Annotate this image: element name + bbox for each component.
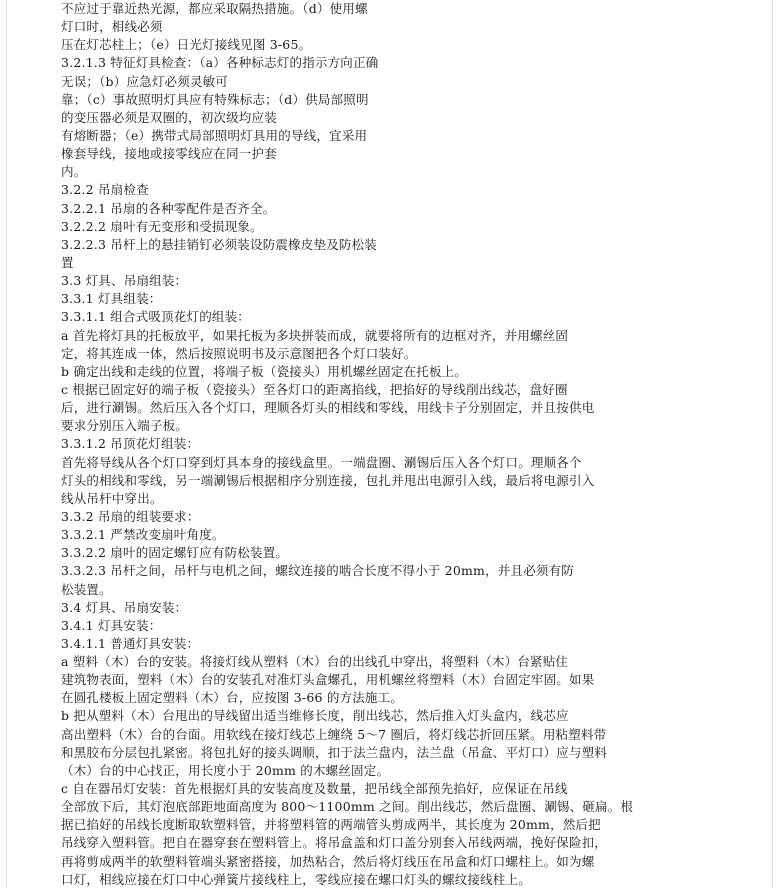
text-line: 再将剪成两半的软塑料管端头紧密搭接，加热粘合，然后将灯线压在吊盒和灯口螺柱上。如为螺	[61, 853, 595, 869]
text-line: b 把从塑料（木）台甩出的导线留出适当维修长度，削出线芯，然后推入灯头盒内，线芯应	[61, 708, 569, 724]
text-line: 置	[61, 254, 74, 270]
text-line: 3.3 灯具、吊扇组装：	[61, 273, 188, 289]
text-line: 首先将导线从各个灯口穿到灯具本身的接线盒里。一端盘圈、涮锡后压入各个灯口。理顺各个	[61, 454, 582, 470]
text-line: b 确定出线和走线的位置，将端子板（瓷接头）用机螺丝固定在托板上。	[61, 363, 468, 379]
text-line: 建筑物表面，塑料（木）台的安装孔对准灯头盒螺孔，用机螺丝将塑料（木）台固定牢固。如果	[61, 672, 595, 688]
text-line: 松装置。	[61, 581, 112, 597]
document-body	[61, 0, 780, 889]
text-line: 和黑胶布分层包扎紧密。将包扎好的接头调顺，扣于法兰盘内，法兰盘（吊盒、平灯口）应与塑料	[61, 744, 608, 760]
text-line: 3.3.2.1 严禁改变扇叶角度。	[61, 527, 225, 543]
text-line: 3.2.2.2 扇叶有无变形和受损现象。	[61, 218, 263, 234]
text-line: 吊线穿入塑料管。把自在器穿套在塑料管上。将吊盒盖和灯口盖分别套入吊线两端，挽好保险扣，	[61, 835, 608, 851]
text-line: 后，进行涮锡。然后压入各个灯口，理顺各灯头的相线和零线，用线卡子分别固定，并且按供电	[61, 400, 595, 416]
text-line: 无误；（b）应急灯必须灵敏可	[61, 73, 229, 89]
text-line: 3.3.2 吊扇的组装要求：	[61, 508, 200, 524]
text-line: 定，将其连成一体，然后按照说明书及示意图把各个灯口装好。	[61, 345, 417, 361]
text-line: 要求分别压入端子板。	[61, 418, 189, 434]
text-line: （木）台的中心找正，用长度小于 20mm 的木螺丝固定。	[61, 762, 390, 778]
text-line: a 首先将灯具的托板放平，如果托板为多块拼装而成，就要将所有的边框对齐，并用螺丝固	[61, 327, 569, 343]
text-line: 高出塑料（木）台的台面。用软线在接灯线芯上缠绕 5～7 圈后，将灯线芯折回压紧。用粘塑料带	[61, 726, 607, 742]
text-line: 灯口时，相线必须	[61, 19, 163, 35]
text-line: 3.3.1.1 组合式吸顶花灯的组装：	[61, 309, 251, 325]
text-line: 3.4 灯具、吊扇安装：	[61, 599, 188, 615]
text-line: 压在灯芯柱上；（e）日光灯接线见图 3-65。	[61, 37, 312, 53]
text-line: 3.4.1.1 普通灯具安装：	[61, 635, 200, 651]
text-line: 3.3.2.2 扇叶的固定螺钉应有防松装置。	[61, 545, 289, 561]
page-left-border	[6, 0, 7, 888]
text-line: 3.2.2.3 吊杆上的悬挂销钉必须装设防震橡皮垫及防松装	[61, 236, 378, 252]
text-line: 有熔断器；（e）携带式局部照明灯具用的导线，宜采用	[61, 127, 368, 143]
text-line: 3.3.1 灯具组装：	[61, 291, 162, 307]
text-line: 内。	[61, 164, 87, 180]
text-line: 3.2.2.1 吊扇的各种零配件是否齐全。	[61, 200, 276, 216]
text-line: 3.2.2 吊扇检查	[61, 182, 149, 198]
text-line: 灯头的相线和零线，另一端涮锡后根据相序分别连接，包扎并甩出电源引入线，最后将电源引入	[61, 472, 595, 488]
text-line: 在圆孔楼板上固定塑料（木）台，应按图 3-66 的方法施工。	[61, 690, 404, 706]
text-line: 橡套导线，接地或接零线应在同一护套	[61, 146, 277, 162]
text-line: c 自在器吊灯安装：首先根据灯具的安装高度及数量，把吊线全部预先掐好，应保证在吊线	[61, 781, 568, 797]
text-line: 的变压器必须是双圈的，初次级均应装	[61, 109, 277, 125]
text-line: 3.3.2.3 吊杆之间，吊杆与电机之间，螺纹连接的啮合长度不得小于 20mm，并且必须有防	[61, 563, 574, 579]
text-line: 据已掐好的吊线长度断取软塑料管，并将塑料管的两端管头剪成两半，其长度为 20mm，然后把	[61, 817, 601, 833]
text-line: 线从吊杆中穿出。	[61, 490, 163, 506]
text-line: 3.3.1.2 吊顶花灯组装：	[61, 436, 200, 452]
text-line: a 塑料（木）台的安装。将接灯线从塑料（木）台的出线孔中穿出，将塑料（木）台紧贴住	[61, 654, 569, 670]
text-line: 3.4.1 灯具安装：	[61, 617, 162, 633]
text-line: c 根据已固定好的端子板（瓷接头）至各灯口的距离掐线，把掐好的导线削出线芯，盘好圈	[61, 381, 568, 397]
text-line: 不应过于靠近热光源，都应采取隔热措施。（d）使用螺	[61, 1, 368, 16]
text-line: 靠；（c）事故照明灯具应有特殊标志；（d）供局部照明	[61, 91, 369, 107]
text-line: 口灯，相线应接在灯口中心弹簧片接线柱上，零线应接在螺口灯头的螺纹接线柱上。	[61, 871, 531, 887]
text-line: 3.2.1.3 特征灯具检查：（a）各种标志灯的指示方向正确	[61, 55, 379, 71]
text-line: 全部放下后，其灯泡底部距地面高度为 800～1100mm 之间。削出线芯，然后盘圈、涮锡、砸扁。根	[61, 799, 634, 815]
